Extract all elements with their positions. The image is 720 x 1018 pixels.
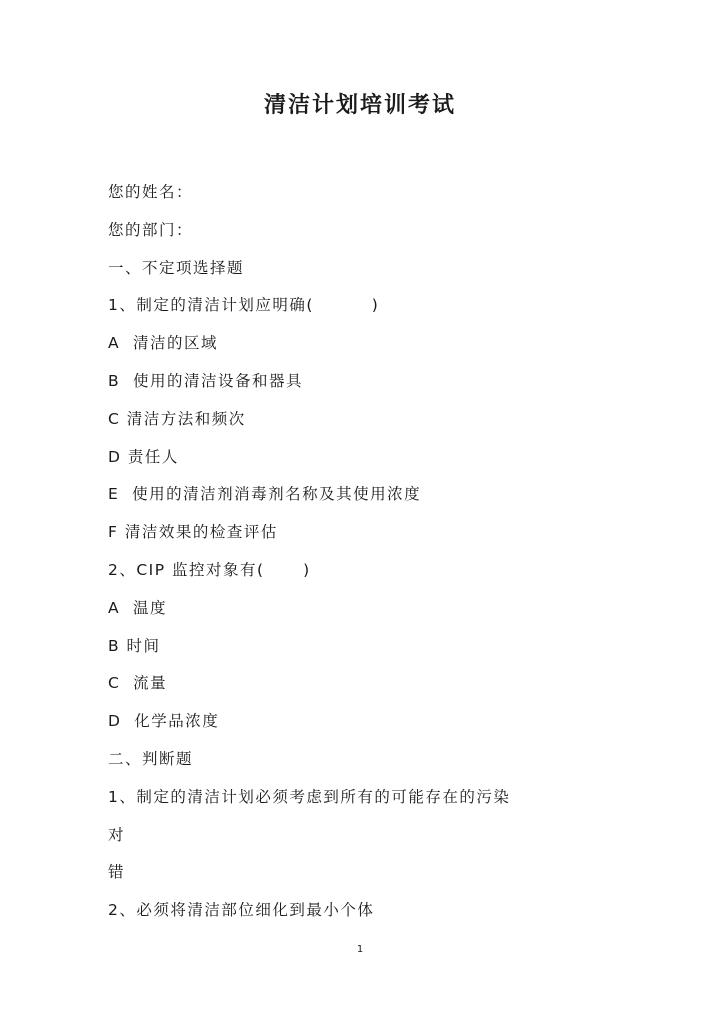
tf-question-2: 2、必须将清洁部位细化到最小个体 <box>108 901 375 920</box>
question-1-option-a: A 清洁的区域 <box>108 334 218 353</box>
tf-question-1-true: 对 <box>108 825 126 844</box>
name-field-label: 您的姓名： <box>108 183 194 201</box>
tf-question-1: 1、制定的清洁计划必须考虑到所有的可能存在的污染 <box>108 787 511 806</box>
question-2: 2、CIP 监控对象有( ) <box>108 560 311 579</box>
question-2-option-c: C 流量 <box>108 674 168 693</box>
question-1-option-f: F 清洁效果的检查评估 <box>108 523 278 542</box>
document-title: 清洁计划培训考试 <box>263 93 456 118</box>
document-body <box>108 174 628 930</box>
tf-question-1-false: 错 <box>108 863 126 882</box>
question-2-option-a: A 温度 <box>108 598 167 617</box>
question-1-option-e: E 使用的清洁剂消毒剂名称及其使用浓度 <box>108 485 422 504</box>
page-number: 1 <box>356 944 364 955</box>
question-2-option-b: B 时间 <box>108 636 161 655</box>
question-1-option-d: D 责任人 <box>108 447 179 466</box>
section-heading-multiple-choice: 一、不定项选择题 <box>108 258 245 277</box>
section-heading-true-false: 二、判断题 <box>108 749 194 768</box>
question-1: 1、制定的清洁计划应明确( ) <box>108 296 380 315</box>
question-1-option-b: B 使用的清洁设备和器具 <box>108 371 303 390</box>
department-field-label: 您的部门： <box>108 220 194 239</box>
question-1-option-c: C 清洁方法和频次 <box>108 409 246 428</box>
question-2-option-d: D 化学品浓度 <box>108 712 220 731</box>
